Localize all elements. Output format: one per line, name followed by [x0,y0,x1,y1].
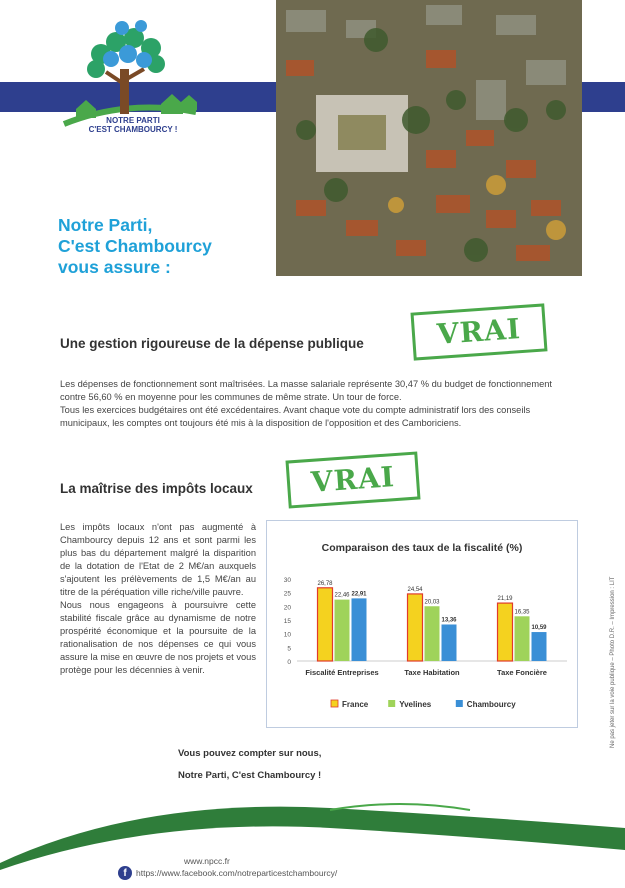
section2-title: La maîtrise des impôts locaux [60,481,253,496]
y-tick-label: 10 [283,631,291,639]
bar-value-label: 24,54 [407,586,423,593]
section1-title: Une gestion rigoureuse de la dépense publique [60,336,364,351]
category-label: Fiscalité Entreprises [305,668,379,677]
y-tick-label: 30 [283,577,291,584]
chart-svg [267,521,577,727]
legend-label: France [342,700,369,709]
section2-vrai-stamp: VRAI [285,451,420,508]
logo-line1: NOTRE PARTI [106,116,160,125]
side-note [604,450,618,750]
bar-value-label: 22,91 [351,591,367,598]
chart-bar [498,603,513,661]
side-note-text: Ne pas jeter sur la voie publique – Photo D.R. – Impression : LIT [610,576,616,748]
footer-facebook-link[interactable]: https://www.facebook.com/notreparticestchambourcy/ [136,868,338,878]
legend-label: Chambourcy [466,700,516,709]
headline-line3: vous assure : [58,257,171,277]
section2-paragraph1: Les impôts locaux n'ont pas augmenté à Chambourcy depuis 12 ans et sont parmi les plus bas du département malgré la disparition de la dotation de l'Etat de 2 M€/an auxquels s'ajoutent les prélèvements de 1,5 M€/an au titre de la péréquation ville riche/ville pauvre. [60,522,256,597]
footer-website[interactable]: www.npcc.fr [184,856,230,866]
chart-bars [317,581,547,661]
legend-label: Yvelines [399,700,432,709]
headline-line2: C'est Chambourcy [58,236,212,256]
bar-value-label: 22,46 [334,592,350,599]
headline-line1: Notre Parti, [58,215,153,235]
facebook-icon[interactable]: f [118,866,132,880]
closing-line2: Notre Parti, C'est Chambourcy ! [178,770,322,781]
legend-swatch [456,700,463,707]
chart-bar [442,624,457,661]
chart-legend [331,700,516,709]
y-tick-label: 25 [283,590,291,598]
section1-vrai-stamp: VRAI [410,303,547,360]
section1-paragraph2: Tous les exercices budgétaires ont été excédentaires. Avant chaque vote du compte administratif lors des conseils municipaux, les comptes ont toujours été mis à la disposition de l'opposition et des Camboriciens. [60,405,531,428]
y-tick-label: 0 [287,659,291,666]
bar-value-label: 10,59 [531,625,547,632]
bar-value-label: 26,78 [317,580,333,587]
closing-line1: Vous pouvez compter sur nous, [178,748,322,759]
category-label: Taxe Habitation [404,668,460,677]
section2-text [60,521,256,677]
bar-value-label: 21,19 [497,596,513,603]
aerial-photo [276,0,582,276]
section2-paragraph2: Nous nous engageons à poursuivre cette stabilité fiscale grâce au dynamisme de notre prospérité économique et la poursuite de la rationalisation de nos dépenses ce qui vous assure la mise en œuvre de nos projets et vous protège pour les décennies à venir. [60,600,256,675]
chart-title: Comparaison des taux de la fiscalité (%) [321,542,523,554]
chart-bar [425,606,440,661]
chart-bar [408,594,423,661]
section1-paragraph1: Les dépenses de fonctionnement sont maîtrisées. La masse salariale représente 30,47 % du budget de fonctionnement contre 56,60 % en moyenne pour les communes de même strate. Un tour de force. [60,379,553,402]
category-label: Taxe Foncière [497,668,547,677]
y-tick-label: 20 [283,604,291,612]
y-tick-label: 15 [283,618,291,625]
section1-text [60,378,578,430]
bar-value-label: 20,03 [424,599,440,606]
chart-bar [532,632,547,661]
legend-swatch [331,700,338,707]
tax-comparison-chart [266,520,578,728]
bar-value-label: 13,36 [441,617,457,624]
chart-bar [515,616,530,661]
y-tick-label: 5 [287,645,291,653]
logo-line2: C'EST CHAMBOURCY ! [88,125,178,134]
headline [58,215,268,278]
chart-bar [352,598,367,661]
logo-text [68,116,198,134]
bar-value-label: 16,35 [514,609,530,616]
legend-swatch [388,700,395,707]
chart-bar [335,600,350,661]
chart-bar [318,588,333,661]
